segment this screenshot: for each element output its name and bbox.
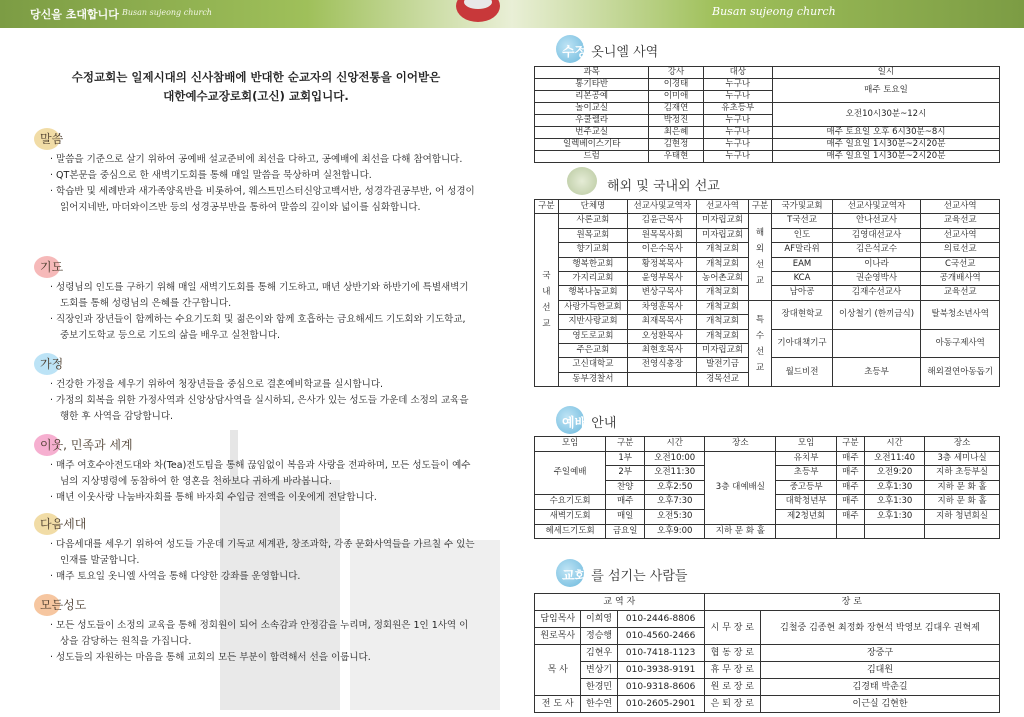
list-item: · 매주 여호수아전도대와 차(Tea)전도팀을 통해 끊임없이 복음과 사랑을 전파하며, 모든 성도들이 예수님의 지상명령에 동참하여 한 영혼을 천하보다 귀하게 바라봅니다. <box>50 460 471 487</box>
table-cell: 통기타반 <box>535 79 649 91</box>
table-cell: 3층 대예배실 <box>705 451 776 524</box>
table-cell: 개척교회 <box>697 329 748 343</box>
table-cell: 오후2:50 <box>645 480 705 495</box>
table-cell: 초등부 <box>776 466 836 481</box>
table-cell: 윤영부목사 <box>628 272 697 286</box>
table-cell: 김은석교수 <box>832 243 921 257</box>
list-item: · 매주 토요일 옷니엘 사역을 통해 다양한 강좌를 운영합니다. <box>50 571 301 582</box>
left-header-subtitle: Busan sujeong church <box>122 8 212 17</box>
table-cell: 오전11:30 <box>645 466 705 481</box>
mission-heading: 해외 및 국내외 선교 <box>607 175 720 194</box>
section-title-text: 다음세대 <box>40 517 87 531</box>
table-cell: 한경민 <box>581 679 617 696</box>
left-header-title: 당신을 초대합니다 <box>30 8 119 21</box>
table-cell: 010-2605-2901 <box>617 696 704 713</box>
table-row <box>535 679 1000 696</box>
table-cell: 기아대책기구 <box>772 329 832 358</box>
table-cell <box>628 372 697 386</box>
table-cell: 향기교회 <box>558 243 627 257</box>
table-cell: 원로목사 <box>535 628 581 645</box>
list-item: · QT본문을 중심으로 한 새벽기도회를 통해 매일 말씀을 묵상하며 실천합니다. <box>50 170 372 181</box>
section-title <box>40 355 63 372</box>
table-cell: 개척교회 <box>697 257 748 271</box>
table-row <box>535 662 1000 679</box>
staff-table <box>534 593 1000 713</box>
table-cell: 누구나 <box>703 79 772 91</box>
table-cell: 휴 무 장 로 <box>704 662 760 679</box>
table-cell: 김철중 김종현 최정화 장현석 박영보 김대우 권혁제 <box>761 611 1000 645</box>
table-cell: 최현호목사 <box>628 344 697 358</box>
column-header: 구분 <box>606 437 645 452</box>
table-cell: 우태현 <box>649 151 703 163</box>
table-cell: 최재목목사 <box>628 315 697 329</box>
section-title-text: 모든성도 <box>40 598 87 612</box>
section-body <box>50 458 475 506</box>
table-cell: 매주 <box>836 466 864 481</box>
table-cell: 미자립교회 <box>697 214 748 228</box>
table-cell: 전 도 사 <box>535 696 581 713</box>
table-cell: 매주 토요일 오후 6시30분~8시 <box>772 127 999 139</box>
table-cell: 원 로 장 로 <box>704 679 760 696</box>
worship-heading: 예배 안내 <box>562 412 616 431</box>
table-cell: 개척교회 <box>697 286 748 300</box>
table-cell: 이상철기 (한끼금식) <box>832 300 921 329</box>
table-cell: 오성환목사 <box>628 329 697 343</box>
table-cell: 김재수선교사 <box>832 286 921 300</box>
table-cell: 이근실 김현한 <box>761 696 1000 713</box>
column-header: 선교사역 <box>921 200 1000 214</box>
table-cell: 발전기금 <box>697 358 748 372</box>
table-cell: 매주 <box>836 451 864 466</box>
table-cell: 번주교실 <box>535 127 649 139</box>
section-title-text: 가정 <box>40 357 64 371</box>
list-item: · 성도들의 자원하는 마음을 통해 교회의 모든 부분이 합력해서 선을 이룹니다. <box>50 652 371 663</box>
table-cell: 변상구목사 <box>628 286 697 300</box>
table-cell: 제2청년회 <box>776 509 836 524</box>
table-cell: 매주 <box>836 509 864 524</box>
intro-line-2: 대한예수교장로회(고신) 교회입니다. <box>163 89 349 103</box>
right-header-title: Busan sujeong church <box>712 5 836 18</box>
table-cell: 지하 문 화 홀 <box>925 480 1000 495</box>
table-cell: 헤세드기도회 <box>535 524 606 539</box>
table-row <box>535 79 1000 91</box>
table-cell: 010-9318-8606 <box>617 679 704 696</box>
left-header-bar <box>0 0 512 28</box>
table-cell: 담임목사 <box>535 611 581 628</box>
table-row <box>535 151 1000 163</box>
column-header: 장소 <box>705 437 776 452</box>
table-cell: 김경태 박춘길 <box>761 679 1000 696</box>
table-cell: 김현우 <box>581 645 617 662</box>
apple-emblem-icon <box>440 0 510 28</box>
table-cell: 장대현학교 <box>772 300 832 329</box>
table-cell: 오전10:00 <box>645 451 705 466</box>
table-row <box>535 645 1000 662</box>
table-cell: 정승행 <box>581 628 617 645</box>
table-cell: 3층 세미나실 <box>925 451 1000 466</box>
table-cell: AF말라위 <box>772 243 832 257</box>
list-item: · 말씀을 기준으로 살기 위하여 공예배 설교준비에 최선을 다하고, 공예배에 최선을 다해 참여합니다. <box>50 154 463 165</box>
table-cell: 목 사 <box>535 645 581 696</box>
section-title-text: 말씀 <box>40 132 64 146</box>
column-header: 교 역 자 <box>535 594 705 611</box>
table-cell: 탈북청소년사역 <box>921 300 1000 329</box>
table-cell: 지하 초등부실 <box>925 466 1000 481</box>
table-cell: 010-7418-1123 <box>617 645 704 662</box>
table-cell: 개척교회 <box>697 315 748 329</box>
table-cell: 지하 문 화 홀 <box>925 495 1000 510</box>
mission-leaf-icon <box>567 167 597 195</box>
table-cell: 사론교회 <box>558 214 627 228</box>
column-header: 선교사및교역자 <box>628 200 697 214</box>
table-cell: 안나선교사 <box>832 214 921 228</box>
table-header-row <box>535 200 1000 214</box>
table-cell: 새벽기도회 <box>535 509 606 524</box>
table-cell: 2부 <box>606 466 645 481</box>
column-header: 구분 <box>748 200 772 214</box>
column-header: 일시 <box>772 67 999 79</box>
table-cell: 지하 문 화 홀 <box>705 524 776 539</box>
table-cell: 리본공예 <box>535 91 649 103</box>
table-cell: 찬양 <box>606 480 645 495</box>
table-cell: 협 동 장 로 <box>704 645 760 662</box>
list-item: · 학습반 및 세례반과 새가족양육반을 비롯하여, 웨스트민스터신앙고백서반, 성경각권공부반, 어 성경이 읽어지네반, 마더와이즈반 등의 성경공부반을 통하여 말씀의 깊이와 넓이를 심화합니다. <box>50 186 475 213</box>
table-row <box>535 300 1000 314</box>
table-cell: 가지리교회 <box>558 272 627 286</box>
table-cell: 매주 일요일 1시30분~2시20분 <box>772 151 999 163</box>
table-cell: 전영식총장 <box>628 358 697 372</box>
table-cell: 장중구 <box>761 645 1000 662</box>
table-row <box>535 524 1000 539</box>
intro-line-1: 수정교회는 일제시대의 신사참배에 반대한 순교자의 신앙전통을 이어받은 <box>71 70 441 84</box>
section-body <box>50 618 475 666</box>
table-row <box>535 611 1000 628</box>
table-cell: 권순영박사 <box>832 272 921 286</box>
section-title-text: 이웃, 민족과 세계 <box>40 438 133 452</box>
column-header: 대상 <box>703 67 772 79</box>
table-cell: 매주 <box>606 495 645 510</box>
table-cell: 특 수 선 교 <box>748 300 772 386</box>
table-cell: 김윤근목사 <box>628 214 697 228</box>
list-item: · 가정의 회복을 위한 가정사역과 신앙상담사역을 실시하되, 은사가 있는 성도들 가운데 소정의 교육을 행한 후 사역을 감당합니다. <box>50 395 469 422</box>
table-cell: 차영훈목사 <box>628 300 697 314</box>
table-cell: 개척교회 <box>697 243 748 257</box>
table-cell: 의료선교 <box>921 243 1000 257</box>
table-header-row <box>535 594 1000 611</box>
table-cell: 개척교회 <box>697 300 748 314</box>
section-body <box>50 152 475 216</box>
column-header: 장소 <box>925 437 1000 452</box>
table-cell: 수요기도회 <box>535 495 606 510</box>
table-cell: 오후1:30 <box>864 495 924 510</box>
table-cell: 해 외 선 교 <box>748 214 772 300</box>
table-cell: 일렉베이스기타 <box>535 139 649 151</box>
table-cell: 이은수목사 <box>628 243 697 257</box>
table-cell <box>925 524 1000 539</box>
column-header: 선교사역 <box>697 200 748 214</box>
table-cell: 1부 <box>606 451 645 466</box>
table-cell: 주은교회 <box>558 344 627 358</box>
table-cell: 드럼 <box>535 151 649 163</box>
column-header: 단체명 <box>558 200 627 214</box>
table-cell: 누구나 <box>703 91 772 103</box>
table-cell: 국 내 선 교 <box>535 214 559 387</box>
table-cell: 이미애 <box>649 91 703 103</box>
table-cell: 경목선교 <box>697 372 748 386</box>
table-cell: 매주 <box>836 495 864 510</box>
staff-heading: 교회 를 섬기는 사람들 <box>562 565 687 584</box>
list-item: · 성령님의 인도를 구하기 위해 매일 새벽기도회를 통해 기도하고, 매년 상반기와 하반기에 특별새벽기도회를 통해 성령님의 은혜를 간구합니다. <box>50 282 469 309</box>
table-cell: 공개배사역 <box>921 272 1000 286</box>
table-cell: 주일예배 <box>535 451 606 495</box>
table-cell: 황정복목사 <box>628 257 697 271</box>
table-cell: 고신대학교 <box>558 358 627 372</box>
table-cell <box>776 524 836 539</box>
worship-table <box>534 436 1000 539</box>
table-cell: 매일 <box>606 509 645 524</box>
table-cell: 원목교회 <box>558 228 627 242</box>
table-cell: 변상기 <box>581 662 617 679</box>
table-cell: 미자립교회 <box>697 228 748 242</box>
table-cell <box>836 524 864 539</box>
table-cell: 우쿨렐라 <box>535 115 649 127</box>
table-cell: 남아공 <box>772 286 832 300</box>
column-header: 선교사및교역자 <box>832 200 921 214</box>
table-cell: 은 퇴 장 로 <box>704 696 760 713</box>
table-cell: 초등부 <box>832 358 921 387</box>
table-cell: 오전5:30 <box>645 509 705 524</box>
table-cell: 시 무 장 로 <box>704 611 760 645</box>
table-cell: 010-2446-8806 <box>617 611 704 628</box>
table-cell: 유치부 <box>776 451 836 466</box>
table-cell: 지반사랑교회 <box>558 315 627 329</box>
table-cell: 사랑가득한교회 <box>558 300 627 314</box>
table-cell: 지하 청년회실 <box>925 509 1000 524</box>
column-header: 강사 <box>649 67 703 79</box>
table-cell: 이희영 <box>581 611 617 628</box>
table-cell: 아동구제사역 <box>921 329 1000 358</box>
list-item: · 다음세대를 세우기 위하여 성도들 가운데 기독교 세계관, 창조과학, 각종 문화사역들을 가르칠 수 있는 인재를 발굴합니다. <box>50 539 475 566</box>
table-cell: 오전10시30분~12시 <box>772 103 999 127</box>
othniel-heading: 수정 옷니엘 사역 <box>562 41 658 60</box>
table-cell: 박정진 <box>649 115 703 127</box>
table-cell: 010-4560-2466 <box>617 628 704 645</box>
table-row <box>535 696 1000 713</box>
mission-table <box>534 199 1000 387</box>
section-body <box>50 377 475 425</box>
list-item: · 모든 성도들이 소정의 교육을 통해 정회원이 되어 소속감과 안정감을 누리며, 정회원은 1인 1사역 이상을 감당하는 원칙을 가집니다. <box>50 620 469 647</box>
list-item: · 건강한 가정을 세우기 위하여 청장년들을 중심으로 결혼예비학교를 실시합니다. <box>50 379 384 390</box>
table-cell: 누구나 <box>703 115 772 127</box>
table-cell: C국선교 <box>921 257 1000 271</box>
table-row <box>535 451 1000 466</box>
list-item: · 매년 이웃사랑 나눔바자회를 통해 바자회 수입금 전액을 이웃에게 전달합니다. <box>50 492 377 503</box>
table-cell: 영도로교회 <box>558 329 627 343</box>
othniel-table <box>534 66 1000 163</box>
table-cell: 오후9:00 <box>645 524 705 539</box>
table-cell: 이나라 <box>832 257 921 271</box>
table-cell: 행복한교회 <box>558 257 627 271</box>
column-header: 시간 <box>645 437 705 452</box>
column-header: 국가및교회 <box>772 200 832 214</box>
column-header: 모임 <box>776 437 836 452</box>
section-title <box>40 130 63 147</box>
column-header: 과목 <box>535 67 649 79</box>
column-header: 구분 <box>535 200 559 214</box>
table-row <box>535 127 1000 139</box>
table-cell: T국선교 <box>772 214 832 228</box>
section-title <box>40 258 63 275</box>
table-cell: 김현정 <box>649 139 703 151</box>
table-cell: 이경태 <box>649 79 703 91</box>
table-cell: 중고등부 <box>776 480 836 495</box>
right-header-bar <box>512 0 1024 28</box>
table-cell: 인도 <box>772 228 832 242</box>
section-title-text: 기도 <box>40 260 64 274</box>
section-title <box>40 436 133 453</box>
table-cell: EAM <box>772 257 832 271</box>
table-cell: 오후1:30 <box>864 480 924 495</box>
section-title <box>40 596 86 613</box>
table-cell: 누구나 <box>703 151 772 163</box>
table-cell: 매주 토요일 <box>772 79 999 103</box>
table-cell: 오전9:20 <box>864 466 924 481</box>
table-cell: 동부경찰서 <box>558 372 627 386</box>
table-cell: 오후7:30 <box>645 495 705 510</box>
column-header: 장 로 <box>704 594 999 611</box>
table-cell: 해외결연아동돕기 <box>921 358 1000 387</box>
table-cell: 놀이교실 <box>535 103 649 115</box>
column-header: 시간 <box>864 437 924 452</box>
table-row <box>535 139 1000 151</box>
table-row <box>535 103 1000 115</box>
table-cell: 월드비전 <box>772 358 832 387</box>
table-cell: 김대원 <box>761 662 1000 679</box>
table-cell: 유초등부 <box>703 103 772 115</box>
table-cell: 오전11:40 <box>864 451 924 466</box>
table-cell: 대학청년부 <box>776 495 836 510</box>
table-cell: 행복나눔교회 <box>558 286 627 300</box>
table-header-row <box>535 437 1000 452</box>
table-cell: 금요일 <box>606 524 645 539</box>
table-cell: 누구나 <box>703 139 772 151</box>
column-header: 모임 <box>535 437 606 452</box>
table-cell: 오후1:30 <box>864 509 924 524</box>
list-item: · 직장인과 장년들이 함께하는 수요기도회 및 젊은이와 함께 호흡하는 금요해세드 기도회와 기도학교, 중보기도학교 등으로 기도의 삶을 배우고 실천합니다. <box>50 314 466 341</box>
table-cell <box>864 524 924 539</box>
table-cell: KCA <box>772 272 832 286</box>
section-body <box>50 280 475 344</box>
table-cell: 매주 일요일 1시30분~2시20분 <box>772 139 999 151</box>
table-row <box>535 214 1000 228</box>
table-cell: 매주 <box>836 480 864 495</box>
column-header: 구분 <box>836 437 864 452</box>
table-cell: 원목목사회 <box>628 228 697 242</box>
table-header-row <box>535 67 1000 79</box>
table-cell: 김영대선교사 <box>832 228 921 242</box>
table-cell: 교육선교 <box>921 214 1000 228</box>
table-cell: 김재연 <box>649 103 703 115</box>
table-cell: 교육선교 <box>921 286 1000 300</box>
table-cell: 미자립교회 <box>697 344 748 358</box>
right-page <box>512 0 1024 717</box>
table-cell: 누구나 <box>703 127 772 139</box>
table-cell: 한수연 <box>581 696 617 713</box>
table-cell: 선교사역 <box>921 228 1000 242</box>
section-title <box>40 515 86 532</box>
table-cell <box>832 329 921 358</box>
table-cell: 010-3938-9191 <box>617 662 704 679</box>
table-cell: 농어촌교회 <box>697 272 748 286</box>
table-cell: 최은혜 <box>649 127 703 139</box>
section-body <box>50 537 475 585</box>
